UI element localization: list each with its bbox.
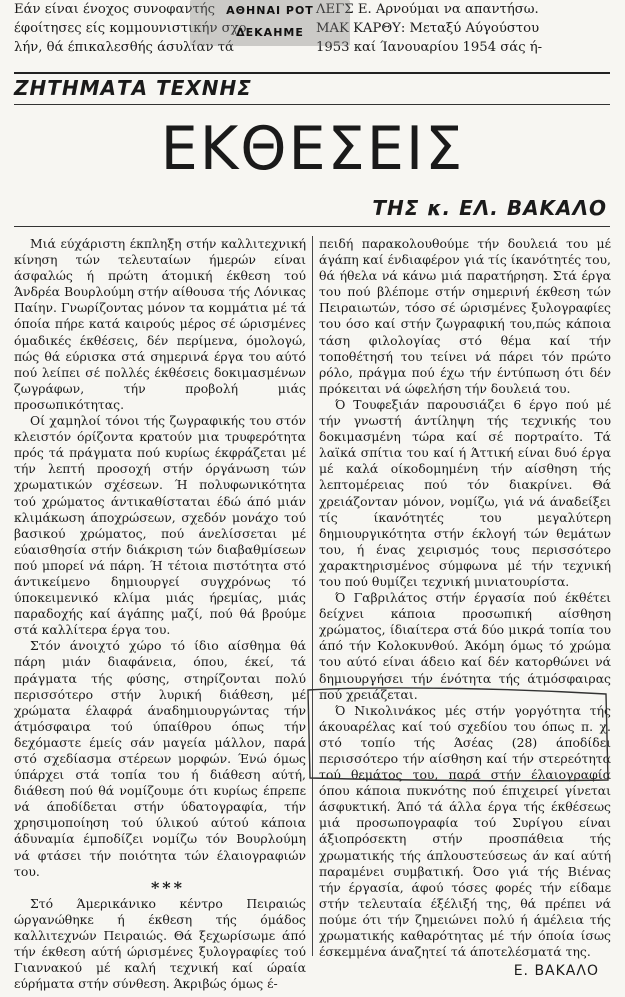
paragraph: πειδή παρακολουθούμε τήν δουλειά του μέ άγάπη καί ένδιαφέρον γιά τίς ίκανότητές του, θά ήθελα νά κάνω μιά παρατήρηση. Στά έργα του πού βλέπομε στήν σημερινή έκθεση τών Πειραιωτών, τόσο σέ ώρισμένες ξυλογραφίες του όσο καί στήν ζωγραφική του,πώς κάποια τάση φιλολογίας στό θέμα καί τήν τοποθέτησή του τείνει νά πάρει τόν πρώτο ρόλο, πράγμα πού έχω τήν έντύπωση ότι δέν πρόκειται νά ώφελήση τήν δουλειά του. <box>319 236 611 396</box>
clipping-stamp: ΑΘΗΝΑΙ ΡΟΤ ΔΕΚΑΗΜΕ <box>190 0 350 46</box>
divider <box>14 226 610 227</box>
fragment-line: έφοίτησες είς κομμουνιστικήν σχο- ΜΑΚ ΚΑΡΘΥ: Μεταξύ Αύγούστου <box>14 21 540 36</box>
section-label: ΖΗΤΗΜΑΤΑ ΤΕΧΝΗΣ <box>14 76 252 100</box>
section-break-stars: *** <box>150 877 186 897</box>
right-column <box>319 236 611 960</box>
paragraph: Οί χαμηλοί τόνοι τής ζωγραφικής του στόν κλειστόν όρίζοντα κρατούν μια τρυφερότητα πρός τά πράγματα πού κυρίως έκφράζεται μέ τήν λεπτή προσοχή στήν όργάνωση τών χρωματικών σχέσεων. Ή πολυφωνικότητα τού χρώματος άντικαθίσταται έδώ άπό μιάν κλιμάκωση άποχρώσεων, σχεδόν μονάχο τού βασικού χρώματος, πού άνελίσσεται μέ εύαισθησία στήν διάκριση τών διαβαθμίσεων πού μπορεί νά πάρη. Ή τέτοια πιστότητα στό άντικείμενο δημιουργεί συγχρόνως τό ύποκειμενικό κλίμα μιάς ήρεμίας, μιάς παραδοχής καί άγάπης μαζί, πού θά βρούμε στά καλλίτερα έργα του. <box>14 413 306 638</box>
column-divider <box>312 236 313 956</box>
headline: ΕΚΘΕΣΕΙΣ <box>160 114 465 184</box>
byline: ΤΗΣ κ. ΕΛ. ΒΑΚΑΛΟ <box>372 196 607 220</box>
paragraph: Στό Άμερικάνικο κέντρο Πειραιώς ώργανώθηκε ή έκθεση τής όμάδος καλλιτεχνών Πειραιώς. Θά ξεχωρίσωμε άπό τήν έκθεση αύτή ώρισμένες ξυλογραφίες τού Γιαννακού μέ καλή τεχνική καί ώραία εύρήματα στήν σύνθεση. Άκριβώς όμως έ- <box>14 895 306 992</box>
paragraph: Μιά εύχάριστη έκπληξη στήν καλλιτεχνική κίνηση τών τελευταίων ήμερών είναι άσφαλώς ή πρώτη άτομική έκθεση τού Άνδρέα Βουρλούμη στήν αίθουσα τής Λόνικας Παίην. Γνωρίζοντας μόνον τα κομμάτια μέ τά όποία πήρε κατά καιρούς μέρος σέ ώρισμένες όμαδικές έκθέσεις, δέν περίμενα, όμολογώ, πώς θά εύρισκα στά σημερινά έργα του αύτό πού λείπει σέ πολλές έκθέσεις δοκιμασμένων ζωγράφων, τήν προβολή μιάς προσωπικότητας. <box>14 236 306 412</box>
divider <box>14 104 610 105</box>
fragment-line: Εάν είναι ένοχος συνοφαντής ΛΕΓΣ Ε. Αρνούμαι να απαντήσω. <box>14 2 539 17</box>
paragraph: Ό Νικολινάκος μές στήν γοργότητα τής άκουαρέλας καί τού σχεδίου του όπως π. χ. στό τοπίο τής Άσέας (28) άποδίδει περισσότερο τήν αίσθηση καί τήν στερεότητα τού θεμάτος του, παρά στήν έλαιογραφία όπου κάποια πυκνότης πού έπιχειρεί γίνεται άσφυκτική. Άπό τά άλλα έργα τής έκθέσεως μιά προσωπογραφία τού Συρίγου είναι άξιοπρόσεκτη στήν προσπάθεια τής χρωματικής τής άπλουστεύσεως άν καί αύτή παραμένει συμβατική. Όσο γιά τής Βιένας τήν έργασία, άφού τόσες φορές τήν είδαμε στήν τελευταία έξέλιξή της, θά πρέπει νά πούμε ότι τήν ζημειώνει πολύ ή άμέλεια τής χρωματικής καθαρότητας μέ τήν όποία ίσως έσκεμμένα άναζητεί τά άποτελέσματά της. <box>319 702 611 960</box>
fragment-line: λήν, θά έπικαλεσθής άσυλίαν τά 1953 καί Ίανουαρίου 1954 σάς ή- <box>14 40 543 55</box>
paragraph: Στόν άνοιχτό χώρο τό ίδιο αίσθημα θά πάρη μιάν διαφάνεια, όπου, έκεί, τά πράγματα τής φύσης, στηρίζονται πολύ περισσότερο στήν λυρική διάθεση, μέ χρώματα έλαφρά άναδημιουργώντας τήν άτμόσφαιρα τού ύπαίθρου όπως τήν δεχόμαστε έμείς σάν μαγεία μάλλον, παρά στό σχεδίασμα στέρεων μορφών. Ένώ όμως ύπάρχει στά τοπία του ή διάθεση αύτή, διάθεση πού θά νομίζουμε ότι κυρίως έπρεπε νά άποδίδεται στήν ύδατογραφία, τήν χρησιμοποίηση τού ύλικού αύτού κάποια άδυναμία έμποδίζει νομίζω τόν Βουρλούμη νά φτάσει τήν ποιότητα τών έλαιογραφιών του. <box>14 638 306 879</box>
divider <box>14 72 610 74</box>
left-column <box>14 236 306 992</box>
article-body <box>14 236 612 992</box>
signature: Ε. ΒΑΚΑΛΟ <box>513 963 599 979</box>
paragraph: Ό Τουφεξιάν παρουσιάζει 6 έργο πού μέ τήν γνωστή άντίληψη τής τεχνικής του δοκιμασμένη τώρα καί σέ πορτραίτο. Τά λαϊκά σπίτια του καί ή Άττική είναι δυό έργα μέ καλά οίκοδομημένη τήν αίσθηση τής λεπτομέρειας πού τόν διακρίνει. Θά χρειάζονταν μόνον, νομίζω, γιά νά άναδείξει τίς ίκανότητές του μεγαλύτερη δημιουργικότητα στήν έκλογή τών θεμάτων του, ή ένας χειρισμός τους περισσότερο χαρακτηρισμένος σύμφωνα μέ τήν τεχνική του πού θυμίζει τεχνική μινιατουρίστα. <box>319 396 611 589</box>
paragraph: Ό Γαβριλάτος στήν έργασία πού έκθέτει δείχνει κάποια προσωπική αίσθηση χρώματος, ίδιαίτερα στά δύο μικρά τοπία του άπό τήν Κολοκυνθού. Άκόμη όμως τό χρώμα του αύτό είναι άδειο καί δέν κατορθώνει νά δημιουργήσει τήν ένότητα τής άτμόσφαιρας πού χρειάζεται. <box>319 590 611 702</box>
